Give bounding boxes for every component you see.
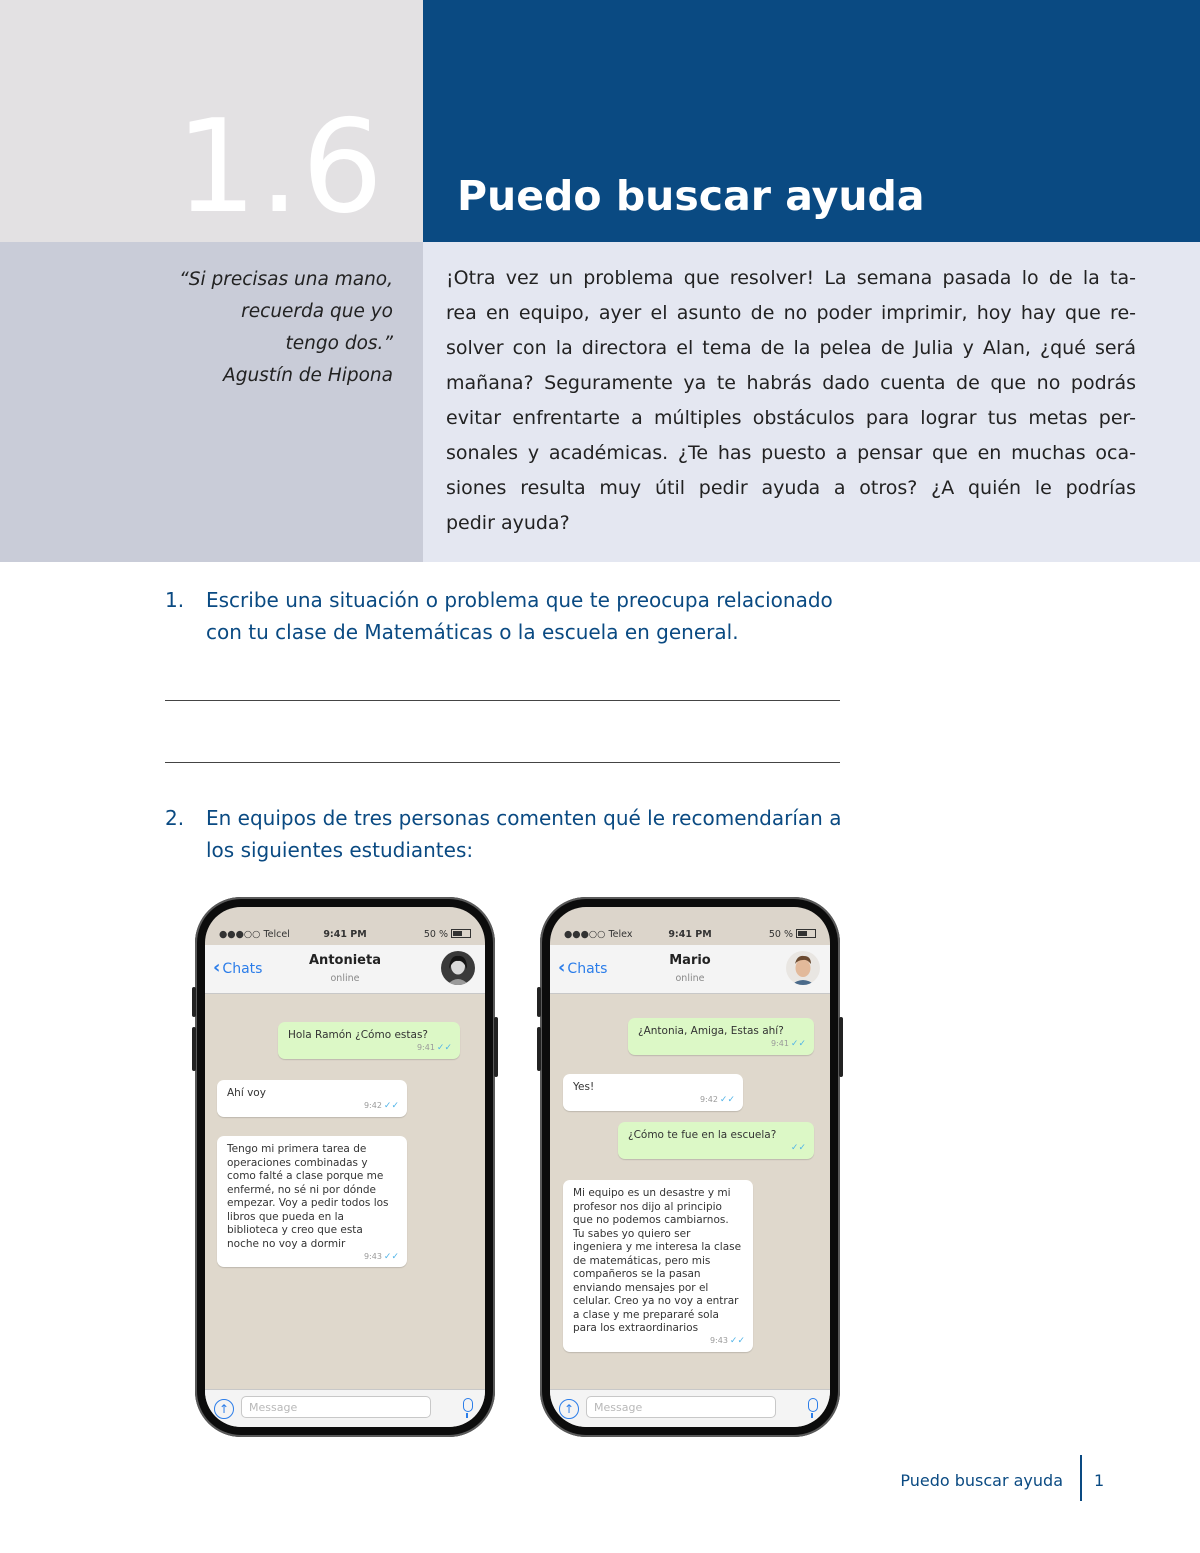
quote-panel [0, 242, 423, 562]
contact-status: online [675, 973, 705, 984]
answer-line[interactable] [165, 700, 840, 701]
quote-line: tengo dos.” [285, 333, 393, 354]
message-input[interactable]: Message [586, 1396, 776, 1418]
message-text: ¿Antonia, Amiga, Estas ahí? [638, 1025, 784, 1037]
battery-percent: 50 % [768, 929, 793, 940]
chat-area[interactable] [205, 994, 485, 1389]
message-bubble-received [563, 1074, 743, 1111]
message-text: Mi equipo es un desastre y mi profesor nos dijo al principio que no podemos cambiarnos. Tu sabes yo quiero ser ingeniera y me interesa la clase de matemáticas, pero mis compañeros se la pasan enviando mensajes por el celular. Creo ya no voy a entrar a clase y me prepararé sola para los extraordinarios [573, 1187, 742, 1334]
intro-line: pedir ayuda? [446, 512, 570, 534]
message-bubble-sent [628, 1018, 814, 1055]
message-text: ¿Cómo te fue en la escuela? [628, 1129, 777, 1141]
phone-screen [550, 907, 830, 1427]
message-bubble-sent [278, 1022, 460, 1059]
title-panel [423, 0, 1200, 242]
message-input-bar [205, 1389, 485, 1427]
message-input[interactable]: Message [241, 1396, 431, 1418]
message-meta [364, 1250, 399, 1265]
message-text: Yes! [573, 1081, 595, 1093]
volume-button [537, 987, 541, 1017]
intro-line: solver con la directora el tema de la pelea de Julia y Alan, ¿qué será [446, 337, 1136, 359]
quote-line: “Si precisas una mano, [179, 269, 393, 290]
intro-line: mañana? Seguramente ya te habrás dado cuenta de que no podrás [446, 372, 1136, 394]
chat-header [205, 945, 485, 994]
intro-panel [423, 242, 1200, 562]
quote-line: recuerda que yo [241, 301, 393, 322]
battery-icon [451, 929, 471, 938]
avatar[interactable] [786, 951, 820, 985]
avatar[interactable] [441, 951, 475, 985]
activity-line: con tu clase de Matemáticas o la escuela en general. [206, 620, 739, 644]
activity-text [206, 802, 866, 866]
microphone-icon[interactable] [463, 1398, 473, 1412]
read-receipt-icon: ✓✓ [790, 1143, 806, 1153]
intro-line: rea en equipo, ayer el asunto de no poder imprimir, hoy hay que re- [446, 302, 1136, 324]
avatar-image [441, 951, 475, 985]
message-bubble-received [217, 1080, 407, 1117]
message-meta [364, 1099, 399, 1114]
attach-icon[interactable]: ↑ [559, 1399, 579, 1419]
phone-mockup-antonieta [195, 897, 495, 1437]
phone-mockup-mario [540, 897, 840, 1437]
read-receipt-icon: ✓✓ [436, 1043, 452, 1053]
lesson-number-panel [0, 0, 423, 242]
status-time: 9:41 PM [668, 929, 712, 940]
carrier-label: ●●●○○ Telex [564, 929, 633, 940]
message-time: 9:43 [709, 1336, 728, 1345]
battery-icon [796, 929, 816, 938]
chevron-left-icon: ‹ [213, 957, 221, 978]
status-bar [550, 929, 830, 945]
message-meta [417, 1041, 452, 1056]
attach-icon[interactable]: ↑ [214, 1399, 234, 1419]
message-meta [789, 1141, 806, 1156]
message-text: Tengo mi primera tarea de operaciones combinadas y como falté a clase porque me enfermé, no sé ni por dónde empezar. Voy a pedir todos los libros que pueda en la biblioteca y creo que esta noche no voy a dormir [227, 1143, 389, 1250]
activity-line: Escribe una situación o problema que te preocupa relacionado [206, 588, 833, 612]
back-label: Chats [222, 961, 263, 977]
message-time: 9:41 [416, 1043, 435, 1052]
power-button [494, 1017, 498, 1077]
read-receipt-icon: ✓✓ [729, 1336, 745, 1346]
chat-area[interactable] [550, 994, 830, 1389]
chat-header [550, 945, 830, 994]
message-time: 9:42 [699, 1095, 718, 1104]
read-receipt-icon: ✓✓ [790, 1039, 806, 1049]
activity-line: los siguientes estudiantes: [206, 838, 474, 862]
lesson-number: 1.6 [175, 93, 385, 242]
intro-line: evitar enfrentarte a múltiples obstáculos para lograr tus metas per- [446, 407, 1136, 429]
back-label: Chats [567, 961, 608, 977]
carrier-label: ●●●○○ Telcel [219, 929, 290, 940]
message-meta [771, 1037, 806, 1052]
battery-indicator [424, 929, 471, 940]
contact-status: online [330, 973, 360, 984]
activity-text [206, 584, 866, 648]
phone-screen [205, 907, 485, 1427]
power-button [839, 1017, 843, 1077]
intro-line: siones resulta muy útil pedir ayuda a otros? ¿A quién le podrías [446, 477, 1136, 499]
message-meta [710, 1334, 745, 1349]
read-receipt-icon: ✓✓ [383, 1251, 399, 1262]
message-text: Ahí voy [227, 1087, 266, 1099]
intro-line: ¡Otra vez un problema que resolver! La semana pasada lo de la ta- [446, 267, 1136, 289]
activity-line: En equipos de tres personas comenten qué le recomendarían a [206, 806, 842, 830]
message-time: 9:42 [363, 1101, 382, 1110]
read-receipt-icon: ✓✓ [383, 1101, 399, 1111]
intro-line: sonales y académicas. ¿Te has puesto a pensar que en muchas oca- [446, 442, 1136, 464]
footer-divider [1080, 1455, 1082, 1501]
battery-percent: 50 % [423, 929, 448, 940]
status-time: 9:41 PM [323, 929, 367, 940]
contact-name: Antonieta [309, 953, 381, 968]
message-bubble-received [217, 1136, 407, 1267]
page-number: 1 [1094, 1471, 1105, 1490]
message-input-bar [550, 1389, 830, 1427]
message-meta [700, 1093, 735, 1108]
microphone-icon[interactable] [808, 1398, 818, 1412]
volume-button [537, 1027, 541, 1071]
message-text: Hola Ramón ¿Cómo estas? [288, 1029, 428, 1041]
chevron-left-icon: ‹ [558, 957, 566, 978]
activity-number: 1. [165, 588, 185, 612]
message-bubble-received [563, 1180, 753, 1352]
message-bubble-sent [618, 1122, 814, 1159]
message-time: 9:43 [363, 1251, 382, 1261]
message-time: 9:41 [770, 1039, 789, 1048]
intro-paragraph [446, 261, 1136, 541]
battery-indicator [769, 929, 816, 940]
quote-author: Agustín de Hipona [223, 365, 393, 386]
status-bar [205, 929, 485, 945]
answer-line[interactable] [165, 762, 840, 763]
volume-button [192, 1027, 196, 1071]
footer-title: Puedo buscar ayuda [900, 1471, 1063, 1490]
read-receipt-icon: ✓✓ [719, 1095, 735, 1105]
avatar-image [786, 951, 820, 985]
page-title: Puedo buscar ayuda [457, 172, 925, 220]
volume-button [192, 987, 196, 1017]
epigraph-quote [93, 264, 393, 392]
activity-number: 2. [165, 806, 185, 830]
contact-name: Mario [669, 953, 711, 968]
